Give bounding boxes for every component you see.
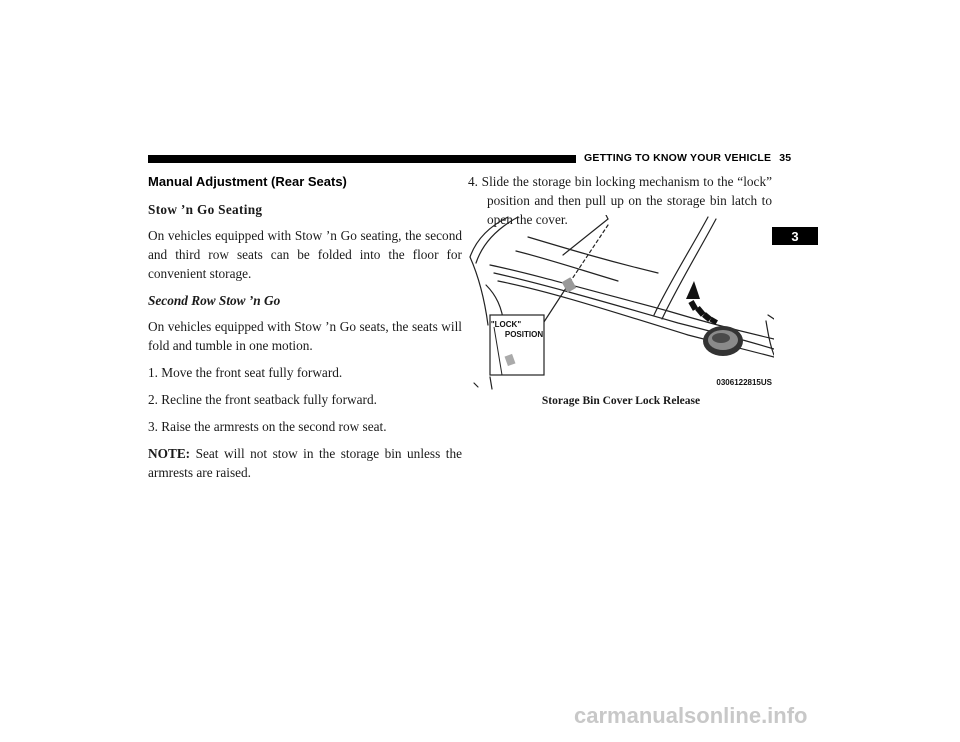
latch-handle — [703, 326, 743, 356]
running-header — [584, 152, 791, 164]
subsubsection-title: Second Row Stow ’n Go — [148, 293, 281, 308]
section-title: Manual Adjustment (Rear Seats) — [148, 174, 347, 189]
intro-paragraph: On vehicles equipped with Stow ’n Go seating, the second and third row seats can be folded into the floor for convenient storage. — [148, 228, 462, 281]
header-rule — [148, 155, 576, 163]
left-column — [148, 172, 462, 490]
chapter-tab: 3 — [772, 227, 818, 245]
body-paragraph: On vehicles equipped with Stow ’n Go seats, the seats will fold and tumble in one motion. — [148, 319, 462, 353]
step-2: 2. Recline the front seatback fully forward. — [148, 392, 377, 407]
page-number: 35 — [779, 152, 792, 164]
callout-position: POSITION — [504, 330, 544, 339]
step-1: 1. Move the front seat fully forward. — [148, 365, 343, 380]
step-3: 3. Raise the armrests on the second row seat. — [148, 419, 387, 434]
header-title: GETTING TO KNOW YOUR VEHICLE — [584, 152, 772, 164]
note-paragraph — [148, 444, 462, 482]
watermark: carmanualsonline.info — [574, 703, 808, 728]
subsection-title: Stow ’n Go Seating — [148, 202, 263, 217]
note-text: Seat will not stow in the storage bin unless the armrests are raised. — [148, 446, 462, 480]
figure-code: 0306122815US — [716, 378, 772, 387]
figure-caption: Storage Bin Cover Lock Release — [541, 395, 701, 407]
step-4: 4. Slide the storage bin locking mechanism to the “lock” position and then pull up on the storage bin latch to open the cover. — [468, 174, 772, 227]
callout-lock: "LOCK" — [490, 320, 522, 329]
storage-bin-illustration — [468, 215, 774, 391]
note-label: NOTE: — [148, 446, 191, 461]
